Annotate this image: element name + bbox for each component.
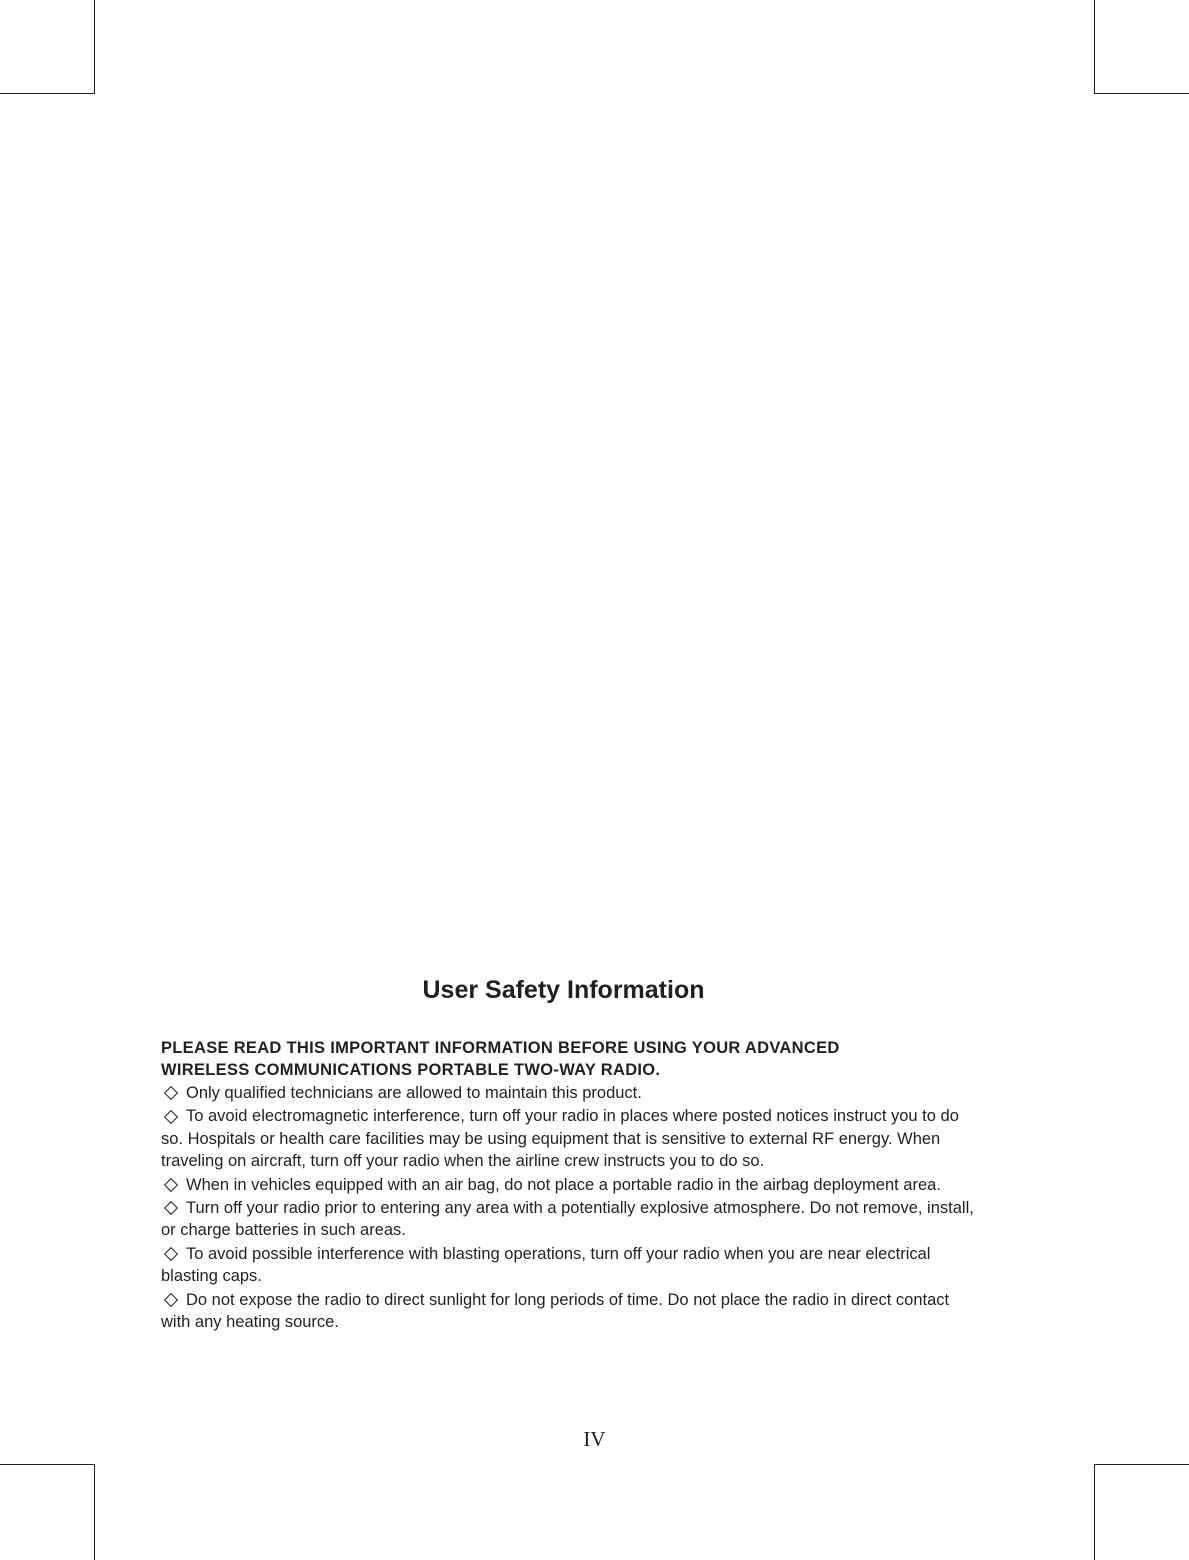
diamond-outline-icon bbox=[164, 1293, 178, 1307]
safety-item-text: When in vehicles equipped with an air bag, do not place a portable radio in the airbag deployment area. bbox=[186, 1175, 941, 1194]
intro-line-1: PLEASE READ THIS IMPORTANT INFORMATION BEFORE USING YOUR ADVANCED bbox=[161, 1039, 840, 1057]
safety-item bbox=[161, 1243, 981, 1288]
safety-item bbox=[161, 1174, 981, 1196]
safety-item bbox=[161, 1082, 981, 1104]
page-number: IV bbox=[583, 1427, 606, 1451]
diamond-outline-icon bbox=[164, 1178, 178, 1192]
safety-item-text: Only qualified technicians are allowed to maintain this product. bbox=[186, 1084, 642, 1102]
diamond-outline-icon bbox=[164, 1247, 178, 1261]
safety-item-text: Turn off your radio prior to entering any area with a potentially explosive atmosphere. Do not remove, install, or charge batteries in such areas. bbox=[161, 1199, 974, 1240]
safety-item bbox=[161, 1289, 981, 1334]
crop-mark-bottom-right-horizontal bbox=[1094, 1464, 1189, 1465]
crop-mark-bottom-left-horizontal bbox=[0, 1464, 95, 1465]
safety-item-text: To avoid possible interference with blasting operations, turn off your radio when you are near electrical blasting caps. bbox=[161, 1244, 931, 1286]
safety-section bbox=[161, 975, 981, 1333]
diamond-outline-icon bbox=[164, 1086, 178, 1100]
safety-item-text: To avoid electromagnetic interference, turn off your radio in places where posted notices instruct you to do so. Hospitals or health care facilities may be using equipment that is sensitive to external RF energy. When traveling on aircraft, turn off your radio when the airline crew instructs you to do so. bbox=[161, 1107, 959, 1171]
diamond-outline-icon bbox=[164, 1109, 178, 1123]
safety-item bbox=[161, 1197, 981, 1242]
diamond-outline-icon bbox=[164, 1201, 178, 1215]
intro-warning bbox=[161, 1037, 981, 1081]
crop-mark-top-left-vertical bbox=[94, 0, 95, 94]
intro-line-2: WIRELESS COMMUNICATIONS PORTABLE TWO-WAY RADIO. bbox=[161, 1061, 661, 1079]
crop-mark-bottom-left-vertical bbox=[94, 1464, 95, 1560]
crop-mark-top-right-horizontal bbox=[1094, 93, 1189, 94]
crop-mark-bottom-right-vertical bbox=[1094, 1464, 1095, 1560]
safety-item bbox=[161, 1105, 981, 1172]
page-title: User Safety Information bbox=[422, 976, 705, 1004]
crop-mark-top-left-horizontal bbox=[0, 93, 95, 94]
crop-mark-top-right-vertical bbox=[1094, 0, 1095, 94]
safety-item-text: Do not expose the radio to direct sunlight for long periods of time. Do not place the radio in direct contact with any heating source. bbox=[161, 1290, 950, 1332]
